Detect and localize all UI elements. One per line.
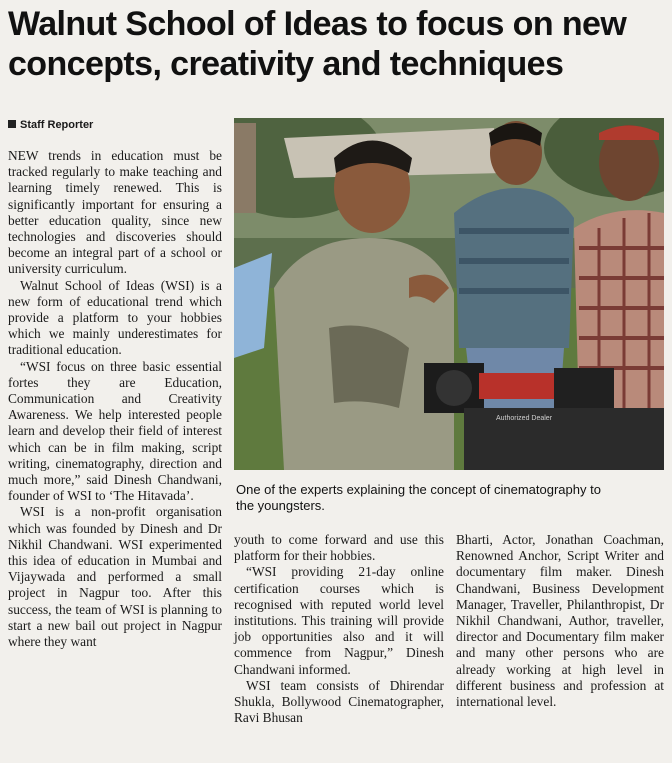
- paragraph: Walnut School of Ideas (WSI) is a new form of educational trend which provide a platform to your hobbies which we mainly underestimates for traditional education.: [8, 277, 222, 358]
- headline-line-2: concepts, creativity and techniques: [8, 45, 564, 83]
- caption-line-1: One of the experts explaining the concept of cinematography to: [236, 482, 601, 497]
- article-column-1: [8, 148, 222, 650]
- headline-line-1: Walnut School of Ideas to focus on new: [8, 5, 627, 43]
- photo-caption: [236, 482, 664, 514]
- article-photo: [234, 118, 664, 470]
- paragraph: NEW trends in education must be tracked regularly to make teaching and learning timely renewed. This is significantly important for ensuring a better education quality, since new technologies and discoveries should become an integral part of a school or university curriculum.: [8, 148, 222, 277]
- byline-text: Staff Reporter: [20, 119, 94, 131]
- byline: [8, 118, 93, 132]
- article-column-2: [234, 532, 444, 726]
- photo-sign-text: Authorized Dealer: [496, 415, 553, 422]
- paragraph: Bharti, Actor, Jonathan Coachman, Renowned Anchor, Script Writer and documentary film maker. Dinesh Chandwani, Business Development Manager, Traveller, Philanthropist, Dr Nikhil Chandwani, Author, traveller, director and Documentary film maker and many other persons who are already working at high level in different business and profession at international level.: [456, 532, 664, 710]
- caption-line-2: the youngsters.: [236, 498, 325, 513]
- headline: [8, 4, 664, 84]
- photo-illustration: [234, 118, 664, 470]
- square-bullet-icon: [8, 120, 16, 128]
- paragraph: youth to come forward and use this platform for their hobbies.: [234, 532, 444, 564]
- paragraph: WSI is a non-profit organisation which was founded by Dinesh and Dr Nikhil Chandwani. WSI experimented this idea of education in Mumbai and Vijaywada and performed a small project in Nagpur too. After this success, the team of WSI is planning to start a new bail out project in Nagpur where they want: [8, 504, 222, 650]
- paragraph: “WSI providing 21-day online certification courses which is recognised with reputed world level institutions. This training will provide job opportunities also and it will commence from Nagpur,” Dinesh Chandwani informed.: [234, 564, 444, 677]
- paragraph: WSI team consists of Dhirendar Shukla, Bollywood Cinematographer, Ravi Bhusan: [234, 677, 444, 726]
- paragraph: “WSI focus on three basic essential fortes they are Education, Communication and Creativity Awareness. We help interested people learn and develop their field of interest which can be in film making, script writing, cinematography, direction and much more,” said Dinesh Chandwani, founder of WSI to ‘The Hitavada’.: [8, 358, 222, 504]
- article-column-3: [456, 532, 664, 710]
